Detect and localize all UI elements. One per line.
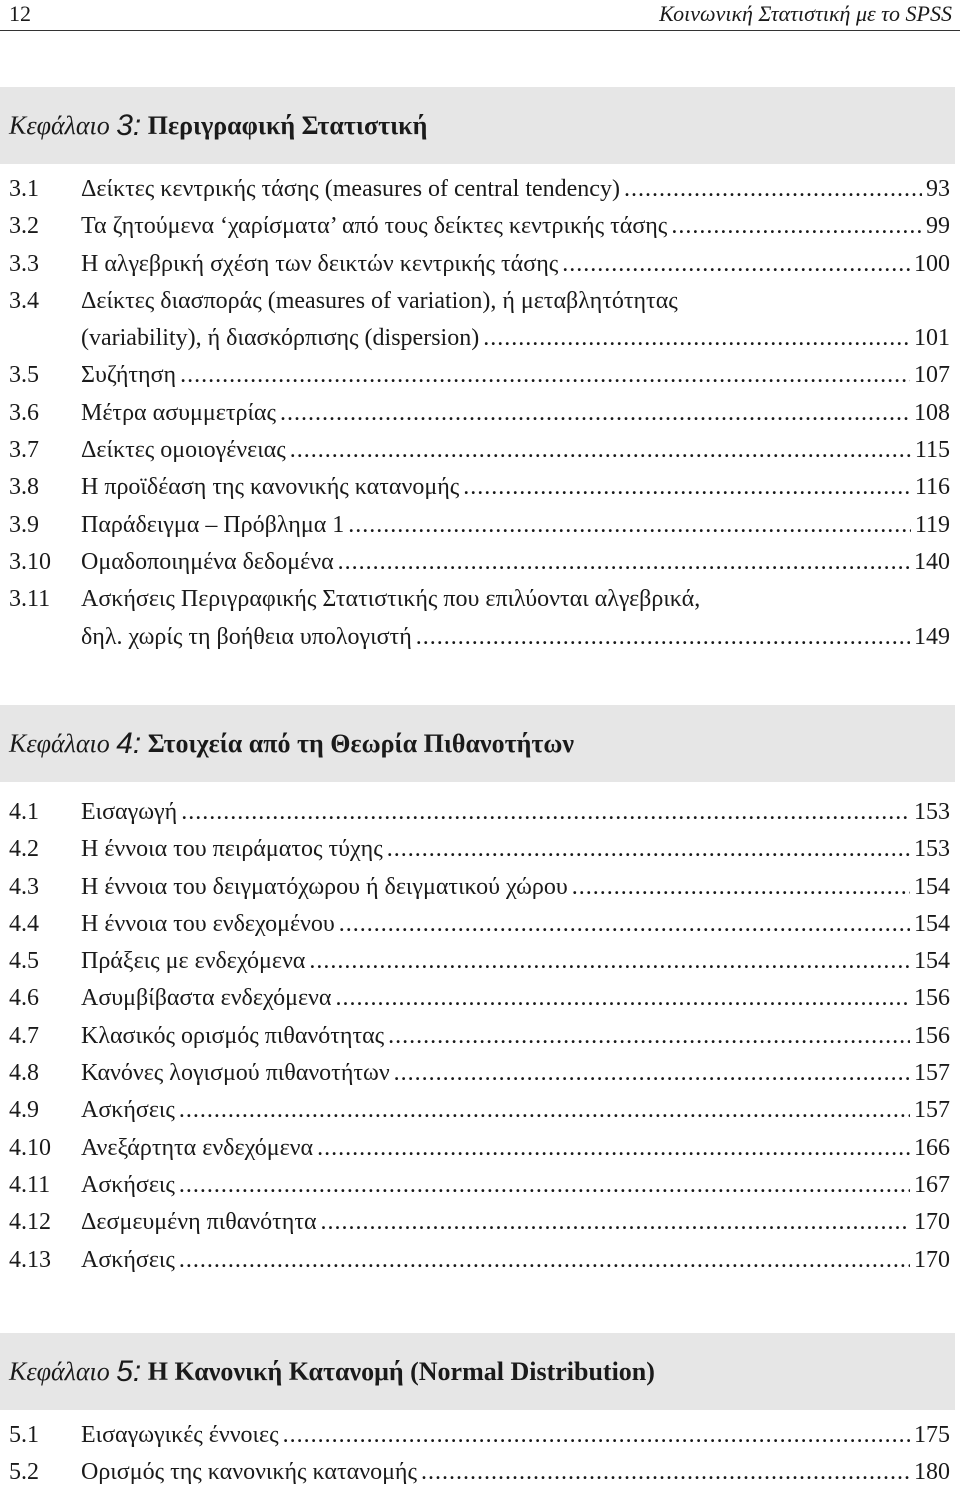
entry-title: Ομαδοποιημένα δεδομένα xyxy=(81,548,334,575)
entry-page: 180 xyxy=(914,1459,950,1486)
toc-entry-4-11[interactable] xyxy=(0,1168,960,1205)
entry-title: Κανόνες λογισμού πιθανοτήτων xyxy=(81,1060,390,1087)
toc-entry-5-2[interactable] xyxy=(0,1455,960,1492)
leader-dots xyxy=(338,549,910,576)
entry-number: 4.9 xyxy=(9,1097,39,1124)
leader-dots xyxy=(339,911,910,938)
entry-page: 101 xyxy=(914,325,950,352)
entry-page: 119 xyxy=(914,511,950,538)
entry-number: 5.1 xyxy=(9,1422,39,1448)
leader-dots xyxy=(181,799,910,826)
entry-title: Πράξεις με ενδεχόμενα xyxy=(81,948,306,975)
entry-title: Δείκτες κεντρικής τάσης (measures of central tendency) xyxy=(81,176,620,202)
leader-dots xyxy=(321,1209,910,1236)
entry-page: 99 xyxy=(926,213,950,240)
entry-number: 4.10 xyxy=(9,1134,51,1161)
leader-dots xyxy=(572,874,910,901)
entry-page: 153 xyxy=(914,799,950,825)
entry-number: 3.2 xyxy=(9,213,39,240)
toc-entry-3-3[interactable] xyxy=(0,247,960,284)
entry-page: 154 xyxy=(914,948,950,975)
entry-title: Η έννοια του ενδεχομένου xyxy=(81,910,335,937)
entry-number: 4.5 xyxy=(9,948,39,975)
entry-number: 4.4 xyxy=(9,910,39,937)
entry-number: 3.5 xyxy=(9,362,39,389)
page-number: 12 xyxy=(9,1,31,26)
leader-dots xyxy=(309,948,910,975)
chapter-word: Κεφάλαιο xyxy=(9,110,110,140)
chapter-number: 4: xyxy=(116,726,142,760)
entry-title-line-1: Ασκήσεις Περιγραφικής Στατιστικής που επιλύονται αλγεβρικά, xyxy=(81,586,701,613)
entry-number: 3.3 xyxy=(9,250,39,277)
toc-entry-3-4-cont[interactable] xyxy=(0,321,960,358)
toc-entry-4-10[interactable] xyxy=(0,1131,960,1168)
entry-page: 156 xyxy=(914,985,950,1012)
toc-entry-3-9[interactable] xyxy=(0,508,960,545)
entry-number: 4.6 xyxy=(9,985,39,1012)
entry-title-line-1: Δείκτες διασποράς (measures of variation), ή μεταβλητότητας xyxy=(81,287,678,314)
leader-dots xyxy=(421,1459,910,1486)
entry-number: 3.6 xyxy=(9,399,39,426)
toc-entry-4-7[interactable] xyxy=(0,1019,960,1056)
entry-title: (variability), ή διασκόρπισης (dispersion) xyxy=(81,325,480,352)
leader-dots xyxy=(179,1097,910,1124)
entry-number: 3.9 xyxy=(9,511,39,538)
entry-title: Ασκήσεις xyxy=(81,1171,175,1198)
entry-number: 5.2 xyxy=(9,1459,39,1486)
entry-page: 140 xyxy=(914,548,950,575)
toc-entry-3-11[interactable] xyxy=(0,582,960,619)
chapter-5-entries xyxy=(0,1418,960,1493)
leader-dots xyxy=(179,1172,910,1199)
entry-number: 3.10 xyxy=(9,548,51,575)
entry-page: 156 xyxy=(914,1022,950,1049)
running-title: Κοινωνική Στατιστική με το SPSS xyxy=(659,1,952,26)
leader-dots xyxy=(290,437,911,464)
leader-dots xyxy=(394,1060,910,1087)
entry-title: Εισαγωγή xyxy=(81,799,178,825)
toc-entry-4-12[interactable] xyxy=(0,1205,960,1242)
chapter-title: Η Κανονική Κατανομή (Normal Distribution) xyxy=(147,1356,655,1386)
entry-page: 157 xyxy=(914,1097,950,1124)
entry-page: 93 xyxy=(926,176,950,202)
entry-page: 116 xyxy=(914,474,950,501)
entry-number: 4.11 xyxy=(9,1171,51,1198)
toc-entry-4-1[interactable] xyxy=(0,795,960,832)
entry-title: Η προϊδέαση της κανονικής κατανομής xyxy=(81,474,460,501)
entry-page: 115 xyxy=(914,437,950,464)
chapter-word: Κεφάλαιο xyxy=(9,728,110,758)
chapter-number: 3: xyxy=(116,108,142,142)
entry-number: 4.8 xyxy=(9,1060,39,1087)
entry-page: 167 xyxy=(914,1171,950,1198)
toc-entry-4-8[interactable] xyxy=(0,1056,960,1093)
toc-entry-4-2[interactable] xyxy=(0,832,960,869)
toc-entry-4-5[interactable] xyxy=(0,944,960,981)
toc-entry-4-4[interactable] xyxy=(0,907,960,944)
entry-title: Ασκήσεις xyxy=(81,1246,175,1273)
leader-dots xyxy=(562,251,910,278)
entry-title: Μέτρα ασυμμετρίας xyxy=(81,399,276,426)
chapter-title: Στοιχεία από τη Θεωρία Πιθανοτήτων xyxy=(147,728,574,758)
leader-dots xyxy=(624,176,922,203)
chapter-5-heading xyxy=(0,1333,955,1410)
toc-entry-3-8[interactable] xyxy=(0,470,960,507)
leader-dots xyxy=(671,213,922,240)
entry-title: Η έννοια του πειράματος τύχης xyxy=(81,836,383,863)
chapter-title: Περιγραφική Στατιστική xyxy=(147,110,428,140)
entry-title: Η αλγεβρική σχέση των δεικτών κεντρικής τάσης xyxy=(81,250,559,277)
entry-title: Εισαγωγικές έννοιες xyxy=(81,1422,279,1448)
entry-title: Ασυμβίβαστα ενδεχόμενα xyxy=(81,985,332,1012)
leader-dots xyxy=(335,985,910,1012)
leader-dots xyxy=(388,1023,910,1050)
entry-number: 4.1 xyxy=(9,799,39,825)
toc-entry-3-10[interactable] xyxy=(0,545,960,582)
leader-dots xyxy=(387,836,910,863)
chapter-word: Κεφάλαιο xyxy=(9,1356,110,1386)
leader-dots xyxy=(416,624,910,651)
entry-number: 4.12 xyxy=(9,1209,51,1236)
entry-title: Ασκήσεις xyxy=(81,1097,175,1124)
leader-dots xyxy=(317,1135,910,1162)
chapter-4-heading xyxy=(0,705,955,782)
entry-number: 3.11 xyxy=(9,586,51,613)
entry-page: 100 xyxy=(914,250,950,277)
entry-page: 166 xyxy=(914,1134,950,1161)
entry-number: 3.7 xyxy=(9,437,39,464)
chapter-3-entries xyxy=(0,172,960,657)
leader-dots xyxy=(463,474,911,501)
entry-title: Δεσμευμένη πιθανότητα xyxy=(81,1209,317,1236)
entry-number: 3.4 xyxy=(9,287,39,314)
entry-title: Τα ζητούμενα ‘χαρίσματα’ από τους δείκτες κεντρικής τάσης xyxy=(81,213,668,240)
toc-entry-3-5[interactable] xyxy=(0,358,960,395)
chapter-4-entries xyxy=(0,795,960,1280)
entry-page: 154 xyxy=(914,910,950,937)
toc-entry-3-2[interactable] xyxy=(0,209,960,246)
entry-page: 108 xyxy=(914,399,950,426)
leader-dots xyxy=(483,325,910,352)
toc-entry-3-6[interactable] xyxy=(0,396,960,433)
entry-title: Δείκτες ομοιογένειας xyxy=(81,437,286,464)
toc-entry-3-4[interactable] xyxy=(0,284,960,321)
entry-page: 170 xyxy=(914,1246,950,1273)
entry-page: 170 xyxy=(914,1209,950,1236)
chapter-3-heading xyxy=(0,87,955,164)
toc-entry-3-7[interactable] xyxy=(0,433,960,470)
entry-number: 4.13 xyxy=(9,1246,51,1273)
entry-page: 154 xyxy=(914,873,950,900)
leader-dots xyxy=(180,362,910,389)
entry-page: 149 xyxy=(914,623,950,650)
entry-number: 3.8 xyxy=(9,474,39,501)
entry-number: 4.2 xyxy=(9,836,39,863)
entry-number: 4.3 xyxy=(9,873,39,900)
chapter-number: 5: xyxy=(116,1354,142,1388)
entry-title: Ορισμός της κανονικής κατανομής xyxy=(81,1459,417,1486)
toc-entry-4-3[interactable] xyxy=(0,870,960,907)
entry-page: 157 xyxy=(914,1060,950,1087)
entry-title: δηλ. χωρίς τη βοήθεια υπολογιστή xyxy=(81,623,412,650)
entry-title: Παράδειγμα – Πρόβλημα 1 xyxy=(81,511,345,538)
page-header xyxy=(0,0,960,31)
toc-entry-4-9[interactable] xyxy=(0,1093,960,1130)
leader-dots xyxy=(283,1422,910,1449)
entry-title: Η έννοια του δειγματόχωρου ή δειγματικού χώρου xyxy=(81,873,568,900)
entry-number: 4.7 xyxy=(9,1022,39,1049)
entry-title: Συζήτηση xyxy=(81,362,177,389)
entry-number: 3.1 xyxy=(9,176,39,202)
entry-page: 107 xyxy=(914,362,950,389)
toc-entry-4-13[interactable] xyxy=(0,1243,960,1280)
toc-entry-4-6[interactable] xyxy=(0,981,960,1018)
toc-entry-3-1[interactable] xyxy=(0,172,960,209)
entry-page: 175 xyxy=(914,1422,950,1448)
toc-entry-3-11-cont[interactable] xyxy=(0,620,960,657)
entry-title: Κλασικός ορισμός πιθανότητας xyxy=(81,1022,385,1049)
leader-dots xyxy=(179,1247,910,1274)
leader-dots xyxy=(348,512,911,539)
entry-page: 153 xyxy=(914,836,950,863)
leader-dots xyxy=(280,400,910,427)
entry-title: Ανεξάρτητα ενδεχόμενα xyxy=(81,1134,314,1161)
toc-entry-5-1[interactable] xyxy=(0,1418,960,1455)
